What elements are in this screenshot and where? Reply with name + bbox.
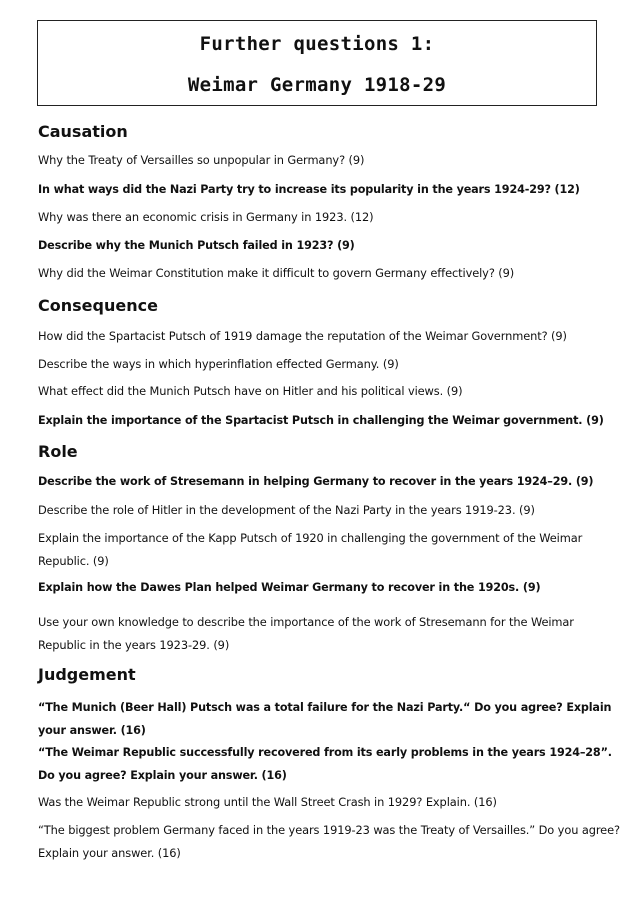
title-line-1: Further questions 1: bbox=[199, 33, 435, 55]
question-judgement-1: “The Munich (Beer Hall) Putsch was a total failure for the Nazi Party.“ Do you agree? Explain your answer. (16) bbox=[38, 701, 612, 737]
question-judgement-2: “The Weimar Republic successfully recovered from its early problems in the years 1924–28”. Do you agree? Explain your answer. (16) bbox=[38, 746, 612, 782]
section-heading-role: Role bbox=[38, 442, 78, 461]
title-line-2: Weimar Germany 1918-29 bbox=[187, 74, 447, 96]
title-box bbox=[37, 20, 597, 106]
question-consequence-3: What effect did the Munich Putsch have on Hitler and his political views. (9) bbox=[38, 384, 463, 398]
section-heading-consequence: Consequence bbox=[38, 296, 158, 315]
question-consequence-2: Describe the ways in which hyperinflation effected Germany. (9) bbox=[38, 357, 399, 371]
question-causation-4: Describe why the Munich Putsch failed in 1923? (9) bbox=[38, 239, 355, 252]
question-role-5: Use your own knowledge to describe the importance of the work of Stresemann for the Weimar Republic in the years 1923-29. (9) bbox=[38, 615, 574, 652]
question-role-4: Explain how the Dawes Plan helped Weimar Germany to recover in the 1920s. (9) bbox=[38, 581, 541, 594]
question-causation-3: Why was there an economic crisis in Germany in 1923. (12) bbox=[38, 210, 374, 224]
section-heading-judgement: Judgement bbox=[38, 665, 136, 684]
question-causation-1: Why the Treaty of Versailles so unpopular in Germany? (9) bbox=[38, 153, 365, 167]
question-role-2: Describe the role of Hitler in the development of the Nazi Party in the years 1919-23. (9) bbox=[38, 503, 535, 517]
question-role-3: Explain the importance of the Kapp Putsch of 1920 in challenging the government of the Weimar Republic. (9) bbox=[38, 531, 583, 568]
question-role-1: Describe the work of Stresemann in helping Germany to recover in the years 1924–29. (9) bbox=[38, 475, 594, 488]
question-judgement-3: Was the Weimar Republic strong until the Wall Street Crash in 1929? Explain. (16) bbox=[38, 795, 497, 809]
question-consequence-4: Explain the importance of the Spartacist Putsch in challenging the Weimar government. (9) bbox=[38, 414, 604, 427]
question-causation-5: Why did the Weimar Constitution make it difficult to govern Germany effectively? (9) bbox=[38, 266, 515, 280]
question-consequence-1: How did the Spartacist Putsch of 1919 damage the reputation of the Weimar Government? (9) bbox=[38, 329, 567, 343]
question-judgement-4: “The biggest problem Germany faced in the years 1919-23 was the Treaty of Versailles.” Do you agree? Explain your answer. (16) bbox=[38, 823, 620, 860]
question-causation-2: In what ways did the Nazi Party try to increase its popularity in the years 1924-29? (12) bbox=[38, 183, 580, 196]
section-heading-causation: Causation bbox=[38, 122, 128, 141]
